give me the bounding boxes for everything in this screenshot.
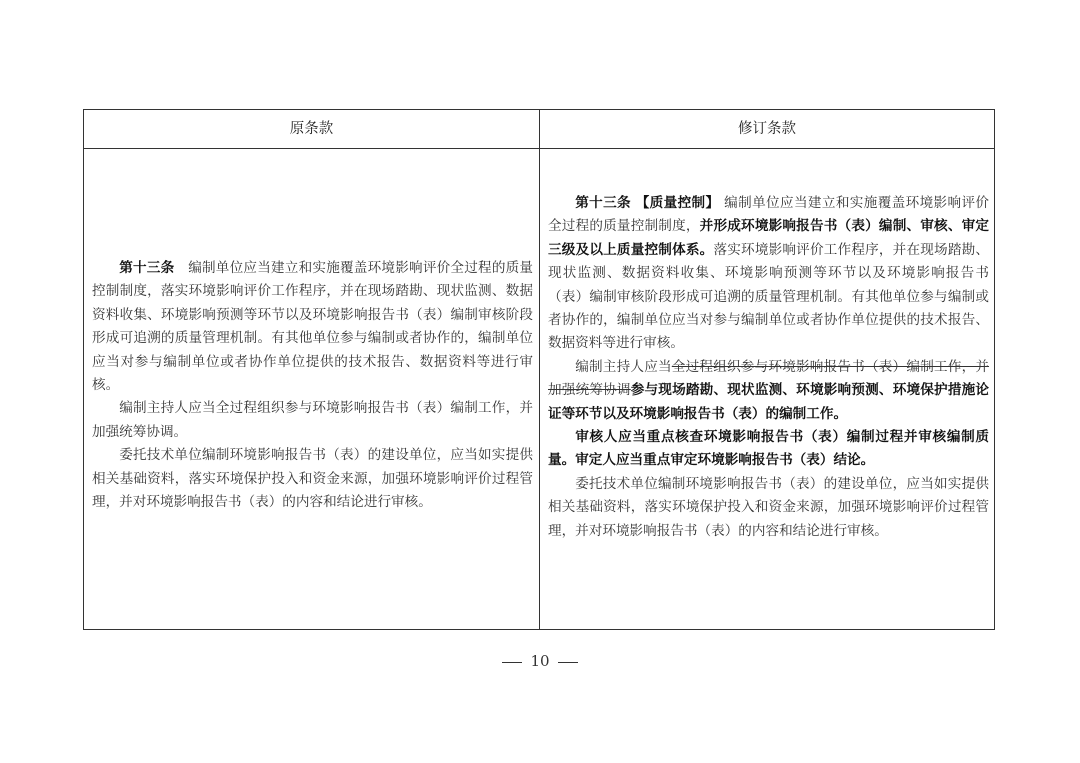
- page-number-value: 10: [530, 652, 550, 670]
- revised-paragraph-2-text-a: 编制主持人应当: [575, 358, 672, 375]
- original-paragraph-1-text: 编制单位应当建立和实施覆盖环境影响评价全过程的质量控制制度，落实环境影响评价工作程序，并在现场踏勘、现状监测、数据资料收集、环境影响预测等环节以及环境影响报告书（表）编制审核阶段形成可追溯的质量管理机制。有其他单位参与编制或者协作的，编制单位应当对参与编制单位或者协作单位提供的技术报告、数据资料等进行审核。: [92, 260, 534, 394]
- original-paragraph-1: [92, 257, 533, 397]
- article-title: 【质量控制】: [635, 195, 720, 211]
- revised-paragraph-1-text-c: 落实环境影响评价工作程序，并在现场踏勘、现状监测、数据资料收集、环境影响预测等环节以及环境影响报告书（表）编制审核阶段形成可追溯的质量管理机制。有其他单位参与编制或者协作的，编制单位应当对参与编制单位或者协作单位提供的技术报告、数据资料等进行审核。: [548, 241, 990, 352]
- revised-clause-cell: [548, 192, 989, 543]
- column-divider: [539, 110, 540, 629]
- revised-paragraph-1-added: 并形成环境影响报告书（表）编制、审核、审定三级及以上质量控制体系。: [548, 218, 990, 258]
- dash-right: [558, 662, 578, 663]
- original-paragraph-3: 委托技术单位编制环境影响报告书（表）的建设单位，应当如实提供相关基础资料，落实环境保护投入和资金来源，加强环境影响评价过程管理，并对环境影响报告书（表）的内容和结论进行审核。: [92, 447, 533, 511]
- header-divider: [84, 148, 994, 149]
- revised-paragraph-2-deleted: 全过程组织参与环境影响报告书（表）编制工作，并加强统筹协调: [548, 358, 990, 399]
- original-clause-cell: [92, 257, 533, 514]
- comparison-table: [83, 109, 995, 630]
- revised-paragraph-3: 审核人应当重点核查环境影响报告书（表）编制过程并审核编制质量。审定人应当重点审定环境影响报告书（表）结论。: [548, 429, 989, 469]
- dash-left: [502, 662, 522, 663]
- revised-paragraph-2: [548, 356, 989, 426]
- article-number: 第十三条: [119, 260, 175, 276]
- original-paragraph-2: 编制主持人应当全过程组织参与环境影响报告书（表）编制工作，并加强统筹协调。: [92, 400, 533, 440]
- header-revised-clause: 修订条款: [738, 121, 796, 137]
- revised-paragraph-1: [548, 192, 989, 356]
- page-number: [0, 652, 1080, 670]
- revised-paragraph-1-text-a: 编制单位应当建立和实施覆盖环境影响评价全过程的质量控制制度，: [548, 195, 989, 235]
- article-number: 第十三条: [575, 195, 632, 211]
- header-original-clause: 原条款: [289, 121, 334, 137]
- revised-paragraph-4: 委托技术单位编制环境影响报告书（表）的建设单位，应当如实提供相关基础资料，落实环境保护投入和资金来源，加强环境影响评价过程管理，并对环境影响报告书（表）的内容和结论进行审核。: [548, 475, 989, 539]
- revised-paragraph-2-added: 参与现场踏勘、现状监测、环境影响预测、环境保护措施论证等环节以及环境影响报告书（表）的编制工作。: [548, 382, 990, 422]
